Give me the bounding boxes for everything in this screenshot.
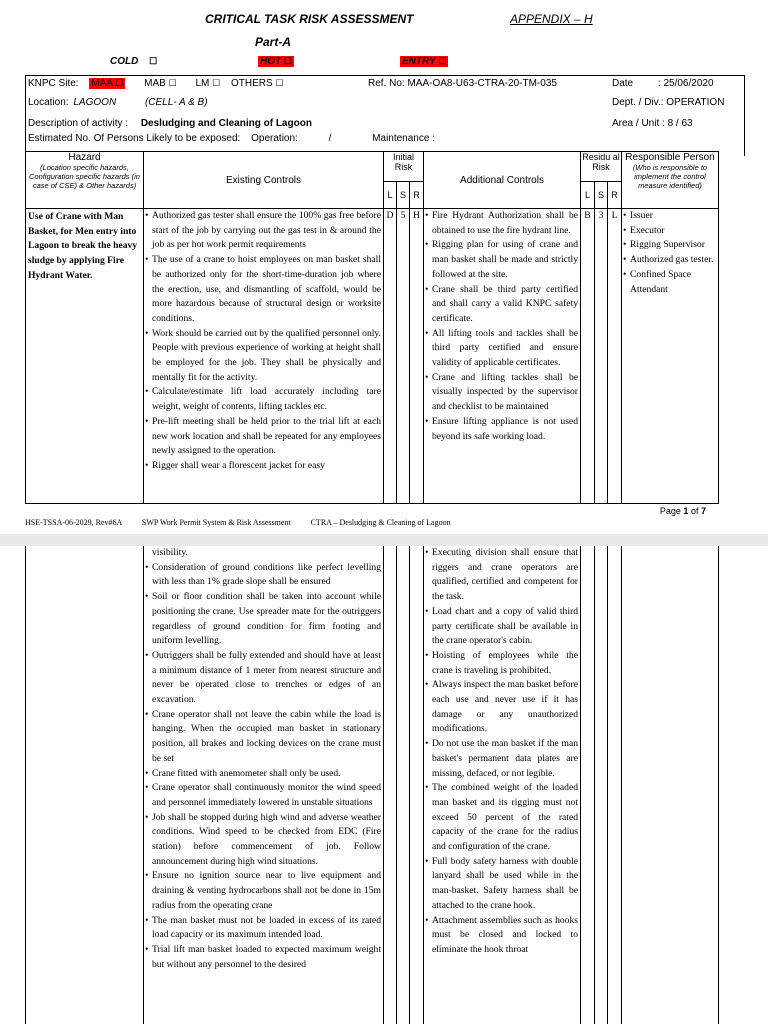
list-item: • All lifting tools and tackles shall be third party certified and ensure validity of applicable certificates.	[425, 327, 578, 371]
list-item: • Pre-lift meeting shall be held prior to the trial lift at each new work location and shall be repeated for any employees newly assigned to the operation.	[145, 415, 381, 459]
page-number: Page 1 of 7	[659, 506, 706, 516]
initial-r-value: H	[410, 209, 424, 504]
list-item: • Rigging Supervisor	[623, 238, 716, 253]
site-option-others[interactable]: OTHERS ☐	[230, 78, 284, 89]
residual-s: S	[595, 182, 608, 209]
initial-risk-header: Initial Risk	[384, 152, 424, 182]
appendix-label: APPENDIX – H	[510, 12, 593, 26]
header-row	[26, 152, 719, 182]
additional-controls-header: Additional Controls	[424, 152, 581, 209]
persons-row: Estimated No. Of Persons Likely to be exposed: Operation: / Maintenance :	[28, 133, 435, 144]
list-item: • Attachment assemblies such as hooks must be closed and locked to eliminate the hook throat	[425, 914, 578, 958]
list-item: • Rigger shall wear a florescent jacket for easy	[145, 459, 381, 474]
system-name: SWP Work Permit System & Risk Assessment	[141, 518, 291, 527]
location-value: LAGOON	[73, 97, 117, 108]
hazard-description: Use of Crane with Man Basket, for Men entry into Lagoon to break the heavy sludge by applying Fire Hydrant Water.	[26, 209, 144, 504]
list-item: • Ensure no ignition source near to live equipment and draining & venting hydrocarbons shall not be done in 15m radius from the operating crane	[145, 869, 381, 913]
initial-l: L	[384, 182, 397, 209]
responsible-persons-list	[623, 209, 716, 297]
list-item: • Outriggers shall be fully extended and should have at least a minimum distance of 1 meter from nearest structure and never be operated close to trenches or edges of an excavation.	[145, 649, 381, 708]
list-item: • Trial lift man basket loaded to expected maximum weight but without any personnel to the desired	[145, 943, 381, 972]
date-value: : 25/06/2020	[657, 78, 714, 89]
list-item: • Issuer	[623, 209, 716, 224]
additional-controls-list	[425, 209, 578, 444]
residual-s-value: 3	[595, 209, 608, 504]
list-item: • The use of a crane to hoist employees on man basket shall be authorized only for the short-time-duration job where the erection, use, and dismantling of scaffold, would be more hazardous because of structural design or worksite conditions.	[145, 253, 381, 327]
risk-table	[25, 151, 719, 504]
date: Date : 25/06/2020	[612, 78, 714, 89]
list-item: • Crane operator shall continuously monitor the wind speed and personnel immediately lowered in unstable situations	[145, 781, 381, 810]
list-item: • Hoisting of employees while the crane is traveling is prohibited.	[425, 649, 578, 678]
initial-r: R	[410, 182, 424, 209]
list-item: • Authorized gas tester shall ensure the 100% gas free before start of the job by carrying out the gas test in & around the job as per hot work permit requirements	[145, 209, 381, 253]
additional-controls	[424, 209, 581, 504]
part-label: Part-A	[255, 35, 292, 49]
list-item: • Job shall be stopped during high wind and adverse weather conditions. Wind speed to be checked from EDC (Fire station) before commencement of job. Follow announcement during high wind situations.	[145, 811, 381, 870]
hazard-row	[26, 209, 719, 504]
responsible-person-header: Responsible Person (Who is responsible to implement the control measure identified)	[622, 152, 719, 209]
list-item: • Fire Hydrant Authorization shall be obtained to use the fire hydrant line.	[425, 209, 578, 238]
document-title: CRITICAL TASK RISK ASSESSMENT	[205, 12, 414, 26]
list-item: • Crane fitted with anemometer shall only be used.	[145, 767, 381, 782]
list-item: • Crane and lifting tackles shall be visually inspected by the supervisor and checklist to be maintained	[425, 371, 578, 415]
document-name: CTRA – Desludging & Cleaning of Lagoon	[310, 518, 451, 527]
additional-controls-list-continued	[425, 546, 578, 958]
hazard-column-header: Hazard (Location specific hazards, Configuration specific hazards (in case of CSE) & Other hazards)	[26, 152, 144, 209]
form-number: HSE-TSSA-06-2029, Rev#6A	[25, 518, 122, 527]
responsible-cell-empty	[622, 546, 719, 1024]
page-2	[0, 546, 768, 1024]
activity-row: Description of activity : Desludging and Cleaning of Lagoon	[28, 118, 312, 129]
cold-option[interactable]: COLD ☐	[110, 56, 158, 67]
list-item: • Authorized gas tester.	[623, 253, 716, 268]
additional-controls-continued	[424, 546, 581, 1024]
ref-value: MAA-OA8-U63-CTRA-20-TM-035	[407, 78, 557, 89]
area-value: 8 / 63	[667, 118, 693, 129]
location-row: Location: LAGOON (CELL- A & B)	[28, 97, 208, 108]
existing-controls-header: Existing Controls	[144, 152, 384, 209]
list-item: • Rigging plan for using of crane and man basket shall be made and strictly followed at the site.	[425, 238, 578, 282]
residual-r: R	[608, 182, 622, 209]
responsible-persons	[622, 209, 719, 504]
residual-l: L	[581, 182, 595, 209]
residual-r-value: L	[608, 209, 622, 504]
residual-risk-header: Residu al Risk	[581, 152, 622, 182]
entry-option[interactable]: ENTRY ☐	[402, 56, 447, 67]
hot-option[interactable]: HOT ☐	[260, 56, 292, 67]
dept-div: Dept. / Div.: OPERATION	[612, 97, 725, 108]
list-item: • The man basket must not be loaded in excess of its rated load capacity or its maximum intended load.	[145, 914, 381, 943]
list-item: • Do not use the man basket if the man basket's permanent data plates are missing, defaced, or not legible.	[425, 737, 578, 781]
existing-controls-list-continued	[145, 561, 381, 973]
cell-value: (CELL- A & B)	[144, 97, 208, 108]
initial-l-value: D	[384, 209, 397, 504]
activity-value: Desludging and Cleaning of Lagoon	[140, 118, 312, 129]
hazard-cell-empty	[26, 546, 144, 1024]
list-item: • Executor	[623, 224, 716, 239]
risk-table-continued	[25, 546, 719, 1024]
initial-s: S	[397, 182, 410, 209]
site-option-mab[interactable]: MAB ☐	[144, 78, 177, 89]
initial-s-value: 5	[397, 209, 410, 504]
entry-checkbox[interactable]: ☐	[438, 56, 447, 66]
dept-value: OPERATION	[666, 97, 725, 108]
site-option-maa[interactable]: MAA ☐	[91, 78, 124, 89]
list-item: • Crane shall be third party certified and shall carry a valid KNPC safety certificate.	[425, 283, 578, 327]
existing-continuation-text: visibility.	[152, 547, 188, 558]
hot-checkbox[interactable]: ☐	[283, 56, 292, 66]
residual-l-value: B	[581, 209, 595, 504]
existing-controls-continued	[144, 546, 384, 1024]
cold-checkbox[interactable]: ☐	[149, 56, 158, 66]
existing-controls-list	[145, 209, 381, 474]
ref-no: Ref. No: MAA-OA8-U63-CTRA-20-TM-035	[368, 78, 557, 89]
list-item: • Crane operator shall not leave the cabin while the load is hanging. When the occupied man basket in stationary position, all brakes and locking devices on the crane must be set	[145, 708, 381, 767]
list-item: • Full body safety harness with double lanyard shall be used while in the man-basket. Safety harness shall be attached to the crane hook.	[425, 855, 578, 914]
site-option-lm[interactable]: LM ☐	[195, 78, 221, 89]
area-unit: Area / Unit : 8 / 63	[612, 118, 693, 129]
list-item: • Consideration of ground conditions like perfect levelling with less than 1% grade slope shall be ensured	[145, 561, 381, 590]
list-item: • Calculate/estimate lift load accurately including tare weight, weight of contents, lifting tackles etc.	[145, 385, 381, 414]
list-item: • Always inspect the man basket before each use and never use if it has damage or any unauthorized modifications.	[425, 678, 578, 737]
list-item: • Load chart and a copy of valid third party certificate shall be available in the crane operator's cabin.	[425, 605, 578, 649]
existing-controls	[144, 209, 384, 504]
list-item: • Confined Space Attendant	[623, 268, 716, 297]
site-row: KNPC Site: MAA ☐ MAB ☐ LM ☐ OTHERS ☐	[28, 78, 284, 89]
list-item: • Work should be carried out by the qualified personnel only. People with previous experience of working at height shall be employed for the job. They shall be physically and mentally fit for the activity.	[145, 327, 381, 386]
list-item: • Soil or floor condition shall be taken into account while positioning the crane. Use spreader mate for the outriggers regardless of ground condition for firm footing and uniform levelling.	[145, 590, 381, 649]
assessment-header	[25, 75, 745, 156]
page-footer	[25, 518, 451, 527]
list-item: • Executing division shall ensure that riggers and crane operators are qualified, certified and competent for the task.	[425, 546, 578, 605]
list-item: • The combined weight of the loaded man basket and its rigging must not exceed 50 percent of the rated capacity of the crane for the radius and configuration of the crane.	[425, 781, 578, 855]
hazard-row-continued	[26, 546, 719, 1024]
list-item: • Ensure lifting appliance is not used beyond its safe working load.	[425, 415, 578, 444]
